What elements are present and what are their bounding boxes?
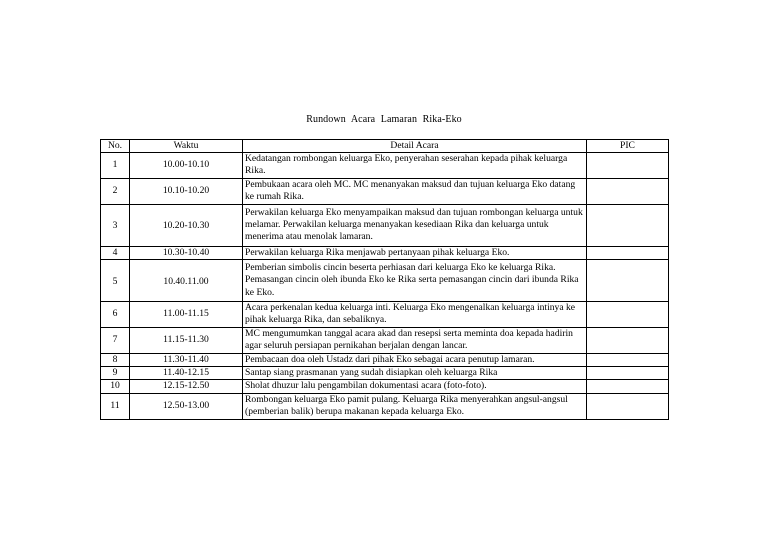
row-detail: MC mengumumkan tanggal acara akad dan resepsi serta meminta doa kepada hadirin agar seluruh persiapan pernikahan berjalan dengan lancar. — [243, 327, 587, 353]
row-detail: Acara perkenalan kedua keluarga inti. Keluarga Eko mengenalkan keluarga intinya ke pihak keluarga Rika, dan sebaliknya. — [243, 302, 587, 328]
rundown-table — [100, 139, 669, 420]
row-time: 10.10-10.20 — [130, 178, 243, 204]
row-detail: Perwakilan keluarga Rika menjawab pertanyaan pihak keluarga Eko. — [243, 246, 587, 259]
row-pic — [587, 353, 669, 366]
row-pic — [587, 260, 669, 302]
row-pic — [587, 380, 669, 393]
row-no: 11 — [101, 393, 130, 419]
row-pic — [587, 302, 669, 328]
row-detail: Kedatangan rombongan keluarga Eko, penyerahan seserahan kepada pihak keluarga Rika. — [243, 153, 587, 179]
row-no: 2 — [101, 178, 130, 204]
table-row — [101, 204, 669, 246]
row-no: 7 — [101, 327, 130, 353]
row-no: 4 — [101, 246, 130, 259]
header-time: Waktu — [130, 140, 243, 153]
row-time: 12.15-12.50 — [130, 380, 243, 393]
table-row — [101, 353, 669, 366]
row-detail: Pemberian simbolis cincin beserta perhiasan dari keluarga Eko ke keluarga Rika. Pemasangan cincin oleh ibunda Eko ke Rika serta pemasangan cincin dari ibunda Rika ke Eko. — [243, 260, 587, 302]
table-row — [101, 327, 669, 353]
table-row — [101, 246, 669, 259]
row-pic — [587, 204, 669, 246]
row-no: 3 — [101, 204, 130, 246]
row-time: 10.40.11.00 — [130, 260, 243, 302]
row-detail: Sholat dhuzur lalu pengambilan dokumentasi acara (foto-foto). — [243, 380, 587, 393]
table-row — [101, 178, 669, 204]
row-no: 9 — [101, 367, 130, 380]
row-pic — [587, 393, 669, 419]
row-detail: Perwakilan keluarga Eko menyampaikan maksud dan tujuan rombongan keluarga untuk melamar. Perwakilan keluarga menanyakan kesediaan Rika dan keluarga untuk menerima atau menolak lamaran. — [243, 204, 587, 246]
row-time: 10.00-10.10 — [130, 153, 243, 179]
row-time: 11.00-11.15 — [130, 302, 243, 328]
row-detail: Pembacaan doa oleh Ustadz dari pihak Eko sebagai acara penutup lamaran. — [243, 353, 587, 366]
table-row — [101, 153, 669, 179]
row-detail: Rombongan keluarga Eko pamit pulang. Keluarga Rika menyerahkan angsul-angsul (pemberian balik) berupa makanan kepada keluarga Eko. — [243, 393, 587, 419]
row-time: 10.30-10.40 — [130, 246, 243, 259]
row-time: 11.30-11.40 — [130, 353, 243, 366]
header-no: No. — [101, 140, 130, 153]
table-row — [101, 302, 669, 328]
table-row — [101, 393, 669, 419]
row-pic — [587, 178, 669, 204]
row-no: 1 — [101, 153, 130, 179]
row-no: 6 — [101, 302, 130, 328]
document-title: Rundown Acara Lamaran Rika-Eko — [306, 114, 462, 125]
table-row — [101, 367, 669, 380]
row-pic — [587, 367, 669, 380]
header-pic: PIC — [587, 140, 669, 153]
row-detail: Santap siang prasmanan yang sudah disiapkan oleh keluarga Rika — [243, 367, 587, 380]
row-time: 11.15-11.30 — [130, 327, 243, 353]
row-no: 10 — [101, 380, 130, 393]
row-time: 10.20-10.30 — [130, 204, 243, 246]
row-time: 12.50-13.00 — [130, 393, 243, 419]
table-row — [101, 260, 669, 302]
row-pic — [587, 153, 669, 179]
row-pic — [587, 246, 669, 259]
header-detail: Detail Acara — [243, 140, 587, 153]
table-row — [101, 380, 669, 393]
row-no: 8 — [101, 353, 130, 366]
row-no: 5 — [101, 260, 130, 302]
row-pic — [587, 327, 669, 353]
row-time: 11.40-12.15 — [130, 367, 243, 380]
table-header-row — [101, 140, 669, 153]
row-detail: Pembukaan acara oleh MC. MC menanyakan maksud dan tujuan keluarga Eko datang ke rumah Rika. — [243, 178, 587, 204]
